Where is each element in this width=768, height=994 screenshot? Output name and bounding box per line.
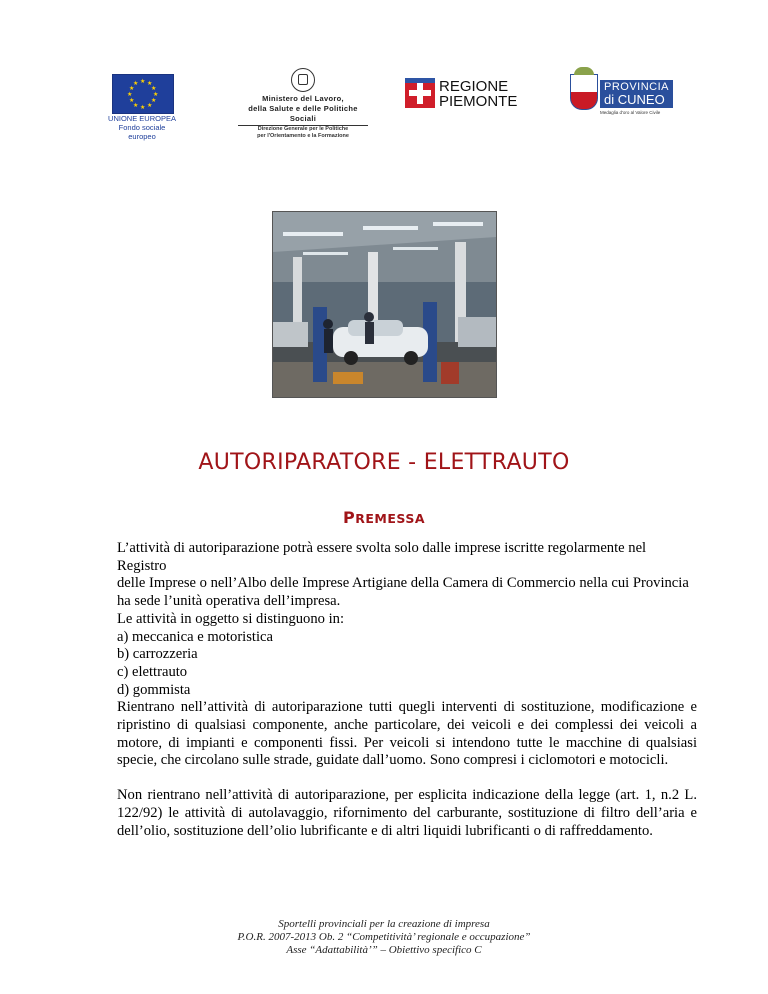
paragraph-2: Rientrano nell’attività di autoriparazione tutti quegli interventi di sostituzione, modificazione e ripristino di qualsiasi componente, anche particolare, dei veicoli e dei complessi dei veicoli a motore, di impianti e componenti fissi. Per veicoli si intendono tutte le macchine di qualsiasi specie, che circolano sulle strade, guidate dall’uomo. Sono compresi i ciclomotori e motocicli. (117, 699, 697, 769)
footer-line2: P.O.R. 2007-2013 Ob. 2 “Competitività’ regionale e occupazione” (237, 931, 531, 943)
header-logos (0, 60, 768, 150)
crest-icon (570, 74, 598, 110)
footer (0, 918, 768, 957)
body-text (117, 540, 697, 840)
piemonte-flag-icon (405, 78, 435, 108)
ministero-line1: Ministero del Lavoro, (262, 94, 344, 103)
body-line: L’attività di autoriparazione potrà essere svolta solo dalle imprese iscritte regolarmente nel Registro (117, 540, 647, 574)
ministero-line4: per l'Orientamento e la Formazione (257, 133, 349, 139)
provincia-label: PROVINCIA (604, 81, 670, 93)
eu-label: UNIONE EUROPEA (108, 114, 176, 123)
paragraph-3: Non rientrano nell’attività di autoriparazione, per esplicita indicazione della legge (art. 1, n.2 L. 122/92) le attività di autolavaggio, rifornimento del carburante, sostituzione di filtro dell’aria e dell’olio, sostituzione dell’olio lubrificante e di altri liquidi lubrificanti o di raffreddamento. (117, 787, 697, 839)
emblem-icon (291, 68, 315, 92)
body-line: Le attività in oggetto si distinguono in: (117, 610, 344, 627)
eu-fund-label: Fondo sociale europeo (118, 123, 166, 141)
ministero-line2: della Salute e delle Politiche Sociali (238, 104, 368, 126)
list-item: d) gommista (117, 681, 191, 698)
regione-label: REGIONE (439, 78, 509, 95)
eu-flag-icon: ★ ★ ★ ★ ★ ★ ★ ★ ★ ★ ★ ★ (112, 74, 174, 114)
footer-line3: Asse “Adattabilità’” – Obiettivo specifico C (286, 944, 482, 956)
provincia-box (600, 80, 673, 108)
list-item: c) elettrauto (117, 663, 188, 680)
provincia-cuneo-logo (570, 72, 670, 116)
cuneo-label: di CUNEO (604, 92, 665, 107)
list-item: a) meccanica e motoristica (117, 628, 273, 645)
section-heading-initial: P (343, 508, 356, 527)
eu-logo (108, 74, 176, 141)
body-line: delle Imprese o nell’Albo delle Imprese Artigiane della Camera di Commercio nella cui Provincia (117, 575, 689, 592)
regione-piemonte-logo (405, 78, 520, 112)
piemonte-label: PIEMONTE (439, 93, 518, 110)
provincia-tagline: Medaglia d'oro al Valore Civile (600, 110, 661, 115)
section-heading (0, 508, 768, 527)
footer-line1: Sportelli provinciali per la creazione di impresa (278, 918, 490, 930)
page-title: AUTORIPARATORE - ELETTRAUTO (198, 450, 570, 475)
ministero-line3: Direzione Generale per le Politiche (257, 126, 349, 132)
ministero-logo (238, 68, 368, 140)
section-heading-rest: REMESSA (355, 511, 425, 526)
list-item: b) carrozzeria (117, 646, 198, 663)
workshop-photo (272, 211, 497, 398)
body-line: ha sede l’unità operativa dell’impresa. (117, 593, 341, 610)
